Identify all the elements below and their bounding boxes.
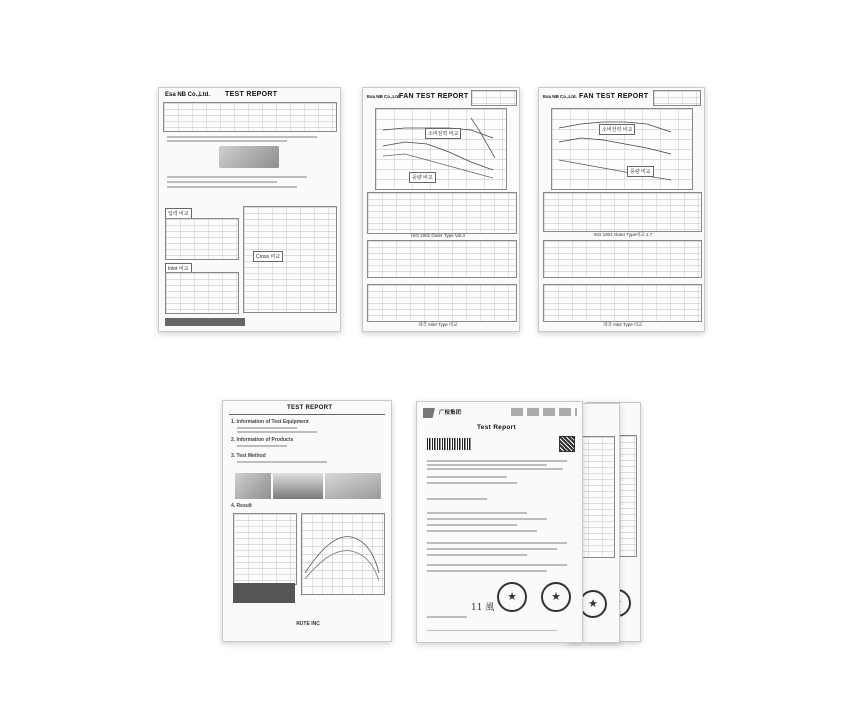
- test-report-document-4: [222, 400, 392, 642]
- signature: 11 風: [471, 603, 495, 613]
- text-line: [427, 482, 517, 484]
- section-heading: 4. Result: [231, 503, 252, 509]
- text-line: [427, 476, 507, 478]
- section-heading: 1. Information of Test Equipment: [231, 419, 309, 425]
- text-line: [167, 136, 317, 138]
- text-line: [167, 181, 277, 183]
- text-line: [427, 524, 517, 526]
- test-report-document-5: [416, 401, 583, 643]
- test-photo: [235, 473, 271, 499]
- title-rule: [229, 414, 385, 415]
- data-table: [367, 240, 517, 278]
- table-caption: ISO 1901 Outer Type비교 2.7: [593, 232, 653, 237]
- table-caption: 좌측 Inlet Type 비교: [418, 322, 458, 327]
- header-table: [163, 102, 337, 132]
- text-line: [167, 140, 287, 142]
- section-label: Inlet 비교: [165, 263, 192, 274]
- text-line: [427, 548, 557, 550]
- report-title: FAN TEST REPORT: [579, 93, 649, 100]
- text-line: [427, 542, 567, 544]
- fan-photo: [219, 146, 279, 168]
- result-table: [233, 513, 297, 585]
- footer-bar: [165, 318, 245, 326]
- data-table: [367, 284, 517, 322]
- section-heading: 2. Information of Products: [231, 437, 294, 443]
- text-line: [237, 431, 317, 433]
- text-line: [167, 176, 307, 178]
- brand-logo: [423, 408, 435, 418]
- text-line: [167, 186, 297, 188]
- test-report-document-1: [158, 87, 341, 332]
- test-photo: [325, 473, 381, 499]
- report-title: TEST REPORT: [287, 405, 333, 411]
- chart-caption: Cross 비교: [253, 251, 283, 262]
- fan-test-report-document-2: [362, 87, 520, 332]
- text-line: [427, 460, 567, 462]
- footer-text: RUTE INC: [296, 621, 320, 627]
- qr-code: [559, 436, 575, 452]
- text-line: [427, 570, 547, 572]
- text-line: [427, 518, 547, 520]
- report-title: FAN TEST REPORT: [399, 93, 469, 100]
- company-name: Esa NB Co.,Ltd.: [367, 94, 401, 99]
- test-photo: [273, 473, 323, 499]
- report-title: Test Report: [477, 424, 516, 431]
- chart-curves: [551, 108, 691, 188]
- table-caption: ISO 1901 Outer Type Vol.4: [411, 233, 465, 238]
- seal-stamp: [497, 582, 527, 612]
- chart-curves: [375, 108, 505, 188]
- text-line: [237, 445, 287, 447]
- text-line: [237, 461, 327, 463]
- data-table: [367, 192, 517, 234]
- table-caption: 좌측 Inlet Type 비교: [603, 322, 643, 327]
- data-table: [543, 192, 702, 232]
- text-line: [427, 616, 467, 618]
- chart-label: 풍량 비교: [409, 172, 436, 183]
- section-heading: 3. Test Method: [231, 453, 266, 459]
- header-table: [653, 90, 701, 106]
- header-table: [471, 90, 517, 106]
- text-line: [427, 564, 567, 566]
- certification-logos: [511, 408, 577, 416]
- seal-stamp: [579, 590, 607, 618]
- company-name: Esa NB Co.,Ltd.: [165, 92, 211, 98]
- chart-label: 풍량 비교: [627, 166, 654, 177]
- fan-test-report-document-3: [538, 87, 705, 332]
- chart-label: 소비전력 비교: [425, 128, 461, 139]
- data-table: [543, 284, 702, 322]
- result-chart: [165, 218, 239, 260]
- text-line: [237, 427, 297, 429]
- result-chart: [165, 272, 239, 314]
- company-name: Esa NB Co.,Ltd.: [543, 94, 577, 99]
- report-title: TEST REPORT: [225, 91, 278, 98]
- text-line: [427, 554, 527, 556]
- text-line: [427, 512, 527, 514]
- seal-stamp: [541, 582, 571, 612]
- barcode: [427, 438, 471, 450]
- text-line: [427, 530, 537, 532]
- brand-name: 广检集团: [439, 410, 462, 416]
- data-table: [543, 240, 702, 278]
- text-line: [427, 498, 487, 500]
- section-label: 입력 비교: [165, 208, 192, 219]
- result-curve: [301, 513, 383, 593]
- text-line: [427, 468, 563, 470]
- chart-label: 소비전력 비교: [599, 124, 635, 135]
- result-summary: [233, 583, 295, 603]
- text-line: [427, 630, 557, 631]
- text-line: [427, 464, 547, 466]
